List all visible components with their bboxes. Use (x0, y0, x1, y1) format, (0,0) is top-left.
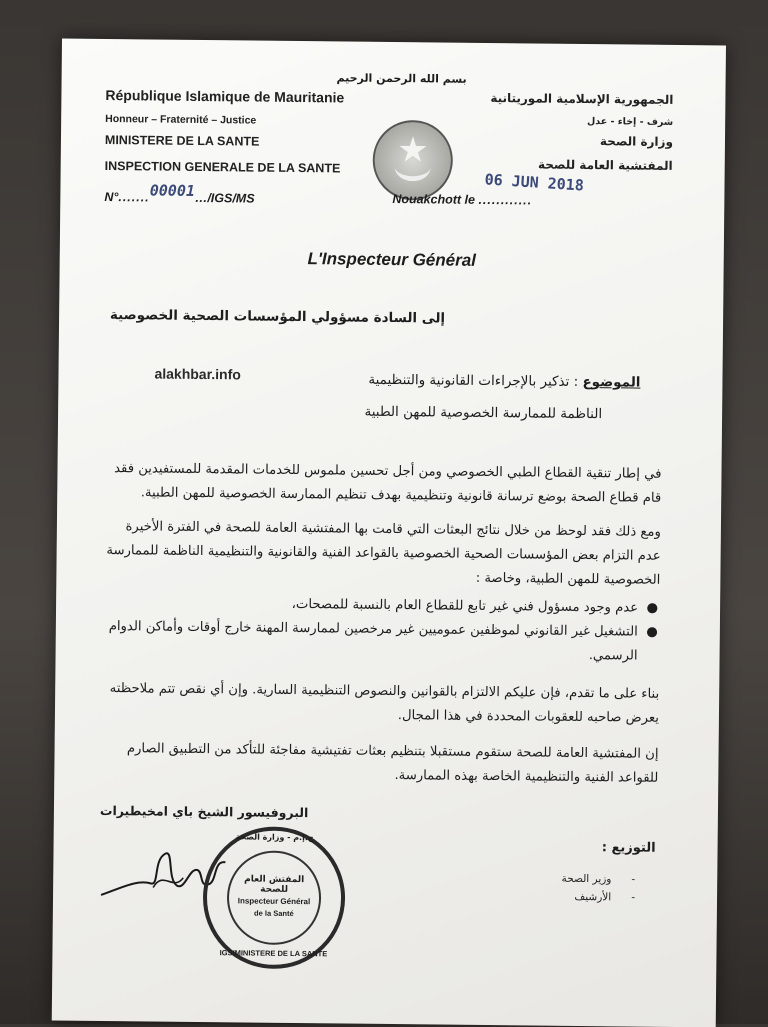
paragraph-1: في إطار تنقية القطاع الطبي الخصوصي ومن أجل تحسين ملموس للخدمات المقدمة للمستفيدين فقد قام قطاع الصحة بوضع ترسانة قانونية وتنظيمية بهدف تنظيم الممارسة الخصوصية للمهن الطبية. (114, 461, 662, 506)
distribution-item-2: - الأرشيف (574, 890, 636, 904)
official-stamp (202, 826, 345, 969)
stamp-ring-bottom: IGS/MINISTERE DE LA SANTE (219, 948, 328, 959)
ref-number-stamp: 00001 (149, 181, 196, 200)
subject-label: الموضوع (582, 373, 641, 391)
bullet-dot-icon: ● (646, 600, 659, 616)
ar-ministry: وزارة الصحة (599, 134, 674, 149)
bullet-dot-icon: ● (646, 624, 658, 640)
subject-line-1 (368, 372, 640, 391)
place-label: Nouakchott le (392, 191, 476, 207)
subject-line-2: الناظمة للممارسة الخصوصية للمهن الطبية (364, 403, 603, 423)
stamp-text-ar: المفتش العام للصحة (244, 874, 305, 895)
paragraph-4: إن المفتشية العامة للصحة ستقوم مستقبلا بتنظيم بعثات تفتيشية مفاجئة للتأكد من التطبيق الصارم للقواعد الفنية والتنظيمية الخاصة بهذه الممارسة. (126, 741, 659, 786)
bullet-text-2: التشغيل غير القانوني لموظفين عموميين غير مرخصين لممارسة المهنة خارج أوقات وأماكن الدوام الرسمي. (108, 619, 638, 664)
stamp-ring-top: ج.إ.م - وزارة الصحة (235, 832, 314, 843)
paragraph-3: بناء على ما تقدم، فإن عليكم الالتزام بالقوانين والنصوص التنظيمية السارية. وإن أي نقص تتم ملاحظته يعرض صاحبه للعقوبات المحددة في هذا المجال. (109, 681, 660, 726)
national-seal-icon (372, 120, 453, 201)
bullet-text-1: عدم وجود مسؤول فني غير تابع للقطاع العام بالنسبة للمصحات، (291, 596, 639, 616)
site-watermark: alakhbar.info (154, 365, 241, 383)
recipient-line: إلى السادة مسؤولي المؤسسات الصحية الخصوصية (109, 307, 446, 327)
paragraph-2: ومع ذلك فقد لوحظ من خلال نتائج البعثات التي قامت بها المفتشية العامة للصحة في الفترة الأخيرة عدم التزام بعض المؤسسات الصحية الخصوصية بالقواعد الفنية والقانونية والتنظيمية الناظمة للممارسة الخصوصية للمهن الطبية، وخاصة : (106, 519, 661, 588)
ref-suffix: …/IGS/MS (194, 190, 255, 206)
distribution-item-1: - وزير الصحة (561, 872, 636, 886)
bullet-list (99, 591, 660, 669)
subject-text-1: : تذكير بالإجراءات القانونية والتنظيمية (368, 371, 579, 390)
ref-prefix: N° (104, 189, 119, 205)
ar-inspection: المفتشية العامة للصحة (537, 157, 673, 173)
signatory-name: البروفيسور الشيخ باي امخيطيرات (99, 802, 309, 821)
sender-title: L'Inspecteur Général (307, 249, 477, 270)
stamp-text-fr1: Inspecteur Général (237, 896, 311, 907)
date-line: Nouakchott le ............ (392, 191, 533, 208)
letter-page (52, 39, 726, 1027)
reference-line: N°.......00001…/IGS/MS (104, 181, 255, 206)
ar-republic: الجمهورية الإسلامية الموريتانية (490, 91, 674, 107)
stamp-text-fr2: de la Santé (254, 908, 294, 918)
fr-ministry: MINISTERE DE LA SANTE (104, 132, 260, 149)
ar-motto: شرف - إخاء - عدل (586, 116, 674, 128)
fr-republic: République Islamique de Mauritanie (105, 86, 345, 106)
fr-inspection: INSPECTION GENERALE DE LA SANTE (104, 158, 341, 176)
distribution-label: التوزيع : (601, 840, 656, 856)
date-stamp: 06 JUN 2018 (484, 170, 585, 195)
bullet-item-2 (99, 615, 659, 669)
distribution-list (561, 870, 635, 907)
fr-motto: Honneur – Fraternité – Justice (105, 112, 257, 127)
basmala: بسم الله الرحمن الرحيم (336, 71, 467, 86)
